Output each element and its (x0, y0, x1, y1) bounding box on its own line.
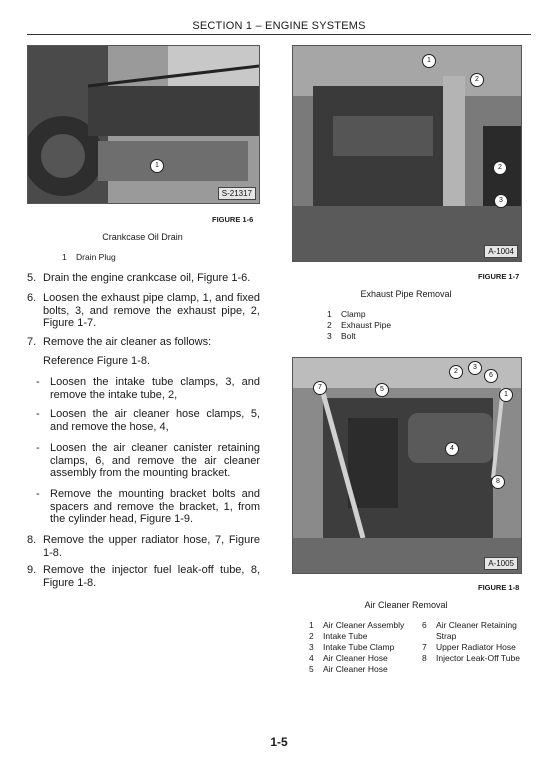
figure-1-8-callout-4: 4 (445, 442, 459, 456)
legend-row (327, 320, 391, 331)
figure-1-7-tag: A-1004 (484, 245, 518, 258)
step-5 (27, 272, 260, 285)
figure-1-8-caption: Air Cleaner Removal (364, 600, 448, 610)
step-9 (27, 564, 260, 589)
step-text: Drain the engine crankcase oil, Figure 1-6. (43, 272, 251, 284)
legend-row (422, 653, 532, 664)
figure-1-7-callout-1: 1 (422, 54, 436, 68)
figure-1-6-tag: S-21317 (218, 187, 256, 200)
figure-1-7-legend (327, 309, 391, 342)
legend-num: 6 (422, 620, 427, 630)
legend-row (422, 620, 532, 631)
step-number: 9. (27, 564, 37, 576)
step-text: Remove the upper radiator hose, 7, Figure 1-8. (43, 534, 260, 559)
substep-text: Loosen the air cleaner canister retaining clamps, 6, and remove the air cleaner assembly from the mounting bracket. (50, 442, 260, 479)
legend-text: Injector Leak-Off Tube (436, 653, 520, 663)
legend-row (422, 642, 532, 653)
substep-intake-tube (36, 376, 260, 401)
legend-text: Air Cleaner Assembly (323, 620, 405, 630)
step-8 (27, 534, 260, 559)
substep-canister (36, 442, 260, 480)
figure-1-7-photo (292, 45, 522, 262)
legend-num: 1 (62, 252, 67, 262)
figure-1-6-drawing (28, 46, 259, 203)
legend-text: Air Cleaner Retaining (436, 620, 517, 630)
figure-1-8-label: FIGURE 1-8 (478, 583, 520, 592)
substep-air-cleaner-hose (36, 408, 260, 433)
legend-text: Drain Plug (76, 252, 116, 262)
legend-row (327, 309, 391, 320)
figure-1-6-photo (27, 45, 260, 204)
step-6 (27, 292, 260, 330)
legend-row (422, 631, 532, 642)
substep-dash: - (36, 442, 40, 454)
step-number: 6. (27, 292, 37, 304)
legend-text: Strap (436, 631, 457, 641)
substep-text: Loosen the intake tube clamps, 3, and remove the intake tube, 2, (50, 376, 260, 401)
legend-text: Bolt (341, 331, 356, 341)
figure-1-8-callout-7: 7 (313, 381, 327, 395)
figure-1-8-callout-8: 8 (491, 475, 505, 489)
step-7 (27, 336, 260, 349)
figure-1-7-drawing (293, 46, 521, 261)
figure-1-6-callout-1: 1 (150, 159, 164, 173)
figure-1-6-caption: Crankcase Oil Drain (102, 232, 183, 242)
legend-row (309, 653, 419, 664)
legend-num: 3 (327, 331, 332, 341)
page-number: 1-5 (270, 735, 288, 749)
header-rule (27, 34, 531, 35)
step-text: Loosen the exhaust pipe clamp, 1, and fixed bolts, 3, and remove the exhaust pipe, 2, Figure 1-7. (43, 292, 260, 329)
step-number: 5. (27, 272, 37, 284)
legend-num: 8 (422, 653, 427, 663)
legend-num: 1 (309, 620, 314, 630)
legend-text: Air Cleaner Hose (323, 653, 388, 663)
figure-1-7-label: FIGURE 1-7 (478, 272, 520, 281)
substep-dash: - (36, 408, 40, 420)
step-text: Remove the air cleaner as follows: (43, 336, 212, 348)
legend-num: 2 (327, 320, 332, 330)
legend-row (309, 642, 419, 653)
legend-row (309, 620, 419, 631)
figure-1-8-callout-1: 1 (499, 388, 513, 402)
legend-text: Air Cleaner Hose (323, 664, 388, 674)
figure-1-7-callout-3: 3 (494, 194, 508, 208)
figure-1-8-photo (292, 357, 522, 574)
figure-1-8-drawing (293, 358, 521, 573)
substep-text: Remove the mounting bracket bolts and spacers and remove the bracket, 1, from the cylinder head, Figure 1-9. (50, 488, 260, 525)
legend-text: Intake Tube (323, 631, 368, 641)
figure-1-8-callout-3: 3 (468, 361, 482, 375)
legend-text: Intake Tube Clamp (323, 642, 395, 652)
figure-1-7-callout-2a: 2 (470, 73, 484, 87)
substep-text: Loosen the air cleaner hose clamps, 5, and remove the hose, 4, (50, 408, 260, 433)
legend-num: 5 (309, 664, 314, 674)
legend-text: Upper Radiator Hose (436, 642, 516, 652)
legend-text: Exhaust Pipe (341, 320, 392, 330)
step-number: 8. (27, 534, 37, 546)
reference-note: Reference Figure 1-8. (43, 355, 150, 367)
figure-1-8-legend-left (309, 620, 419, 675)
legend-num: 2 (309, 631, 314, 641)
legend-row (62, 252, 116, 263)
figure-1-8-tag: A-1005 (484, 557, 518, 570)
legend-num: 7 (422, 642, 427, 652)
legend-row (309, 631, 419, 642)
figure-1-7-caption: Exhaust Pipe Removal (360, 289, 452, 299)
legend-text: Clamp (341, 309, 366, 319)
legend-row (327, 331, 391, 342)
substep-dash: - (36, 488, 40, 500)
legend-row (309, 664, 419, 675)
figure-1-8-callout-2: 2 (449, 365, 463, 379)
figure-1-8-legend-right (422, 620, 532, 664)
substep-dash: - (36, 376, 40, 388)
figure-1-8-callout-6: 6 (484, 369, 498, 383)
figure-1-6-legend (62, 252, 116, 263)
figure-1-7-callout-2b: 2 (493, 161, 507, 175)
figure-1-8-callout-5: 5 (375, 383, 389, 397)
legend-num: 1 (327, 309, 332, 319)
legend-num (422, 631, 436, 642)
figure-1-6-label: FIGURE 1-6 (212, 215, 254, 224)
legend-num: 4 (309, 653, 314, 663)
section-header: SECTION 1 – ENGINE SYSTEMS (192, 20, 366, 32)
legend-num: 3 (309, 642, 314, 652)
step-number: 7. (27, 336, 37, 348)
step-text: Remove the injector fuel leak-off tube, 8, Figure 1-8. (43, 564, 260, 589)
substep-bracket (36, 488, 260, 526)
